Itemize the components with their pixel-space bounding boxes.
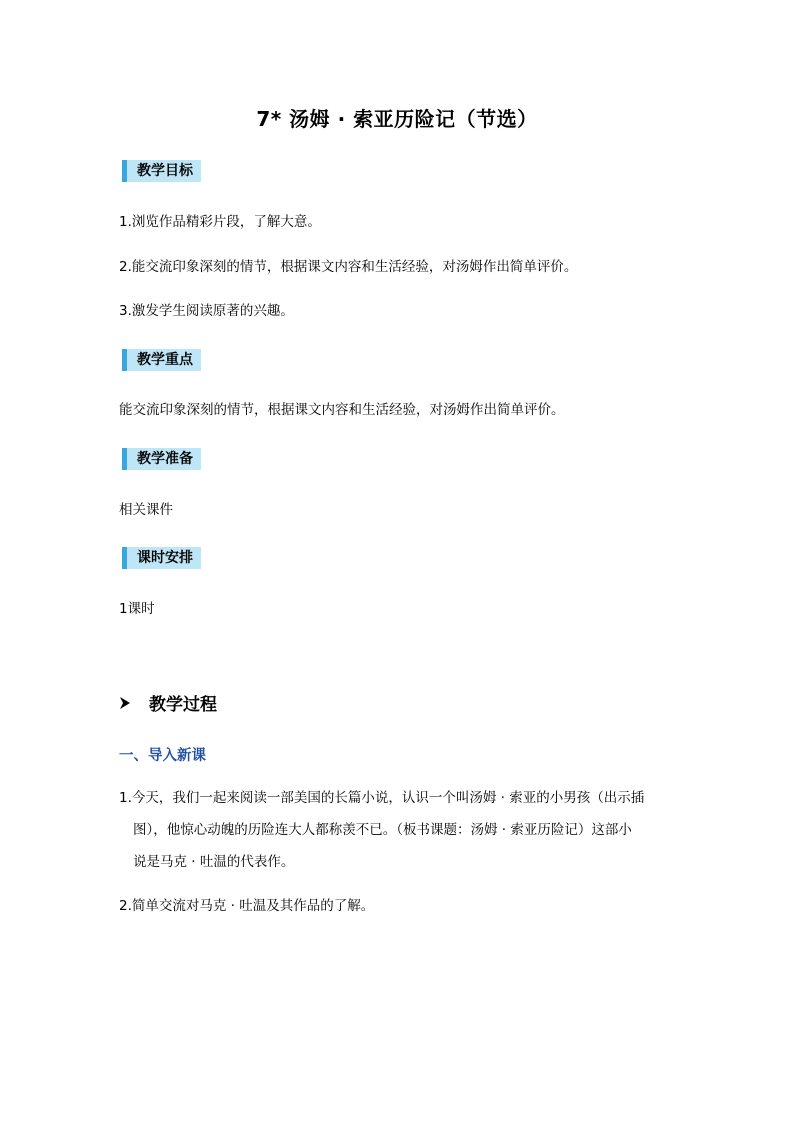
objective-item-1: 1.浏览作品精彩片段，了解大意。 — [119, 214, 321, 230]
key-points-text: 能交流印象深刻的情节，根据课文内容和生活经验，对汤姆作出简单评价。 — [119, 402, 565, 418]
section-label-preparation: 教学准备 — [122, 448, 201, 470]
section-label-objectives: 教学目标 — [122, 160, 201, 182]
objective-item-2: 2.能交流印象深刻的情节，根据课文内容和生活经验，对汤姆作出简单评价。 — [119, 259, 578, 275]
section-label-key-points: 教学重点 — [122, 349, 201, 371]
section-label-schedule: 课时安排 — [122, 547, 201, 569]
schedule-text: 1课时 — [119, 601, 155, 617]
preparation-text: 相关课件 — [119, 502, 173, 518]
step1-paragraph-2: 2.简单交流对马克 · 吐温及其作品的了解。 — [119, 898, 375, 914]
step1-paragraph-1 — [119, 782, 689, 878]
paragraph-line-3: 说是马克 · 吐温的代表作。 — [133, 854, 295, 870]
paragraph-line-2: 图），他惊心动魄的历险连大人都称羡不已。（板书课题：汤姆 · 索亚历险记）这部小 — [133, 822, 632, 838]
step1-heading: 一、导入新课 — [119, 748, 206, 764]
process-heading-row — [119, 690, 217, 715]
process-heading: 教学过程 — [149, 695, 217, 715]
paragraph-line-1: 1.今天，我们一起来阅读一部美国的长篇小说，认识一个叫汤姆 · 索亚的小男孩（出示插 — [119, 790, 645, 806]
document-title: 7* 汤姆 · 索亚历险记（节选） — [256, 107, 538, 131]
objective-item-3: 3.激发学生阅读原著的兴趣。 — [119, 303, 294, 319]
arrow-right-icon — [119, 696, 131, 710]
